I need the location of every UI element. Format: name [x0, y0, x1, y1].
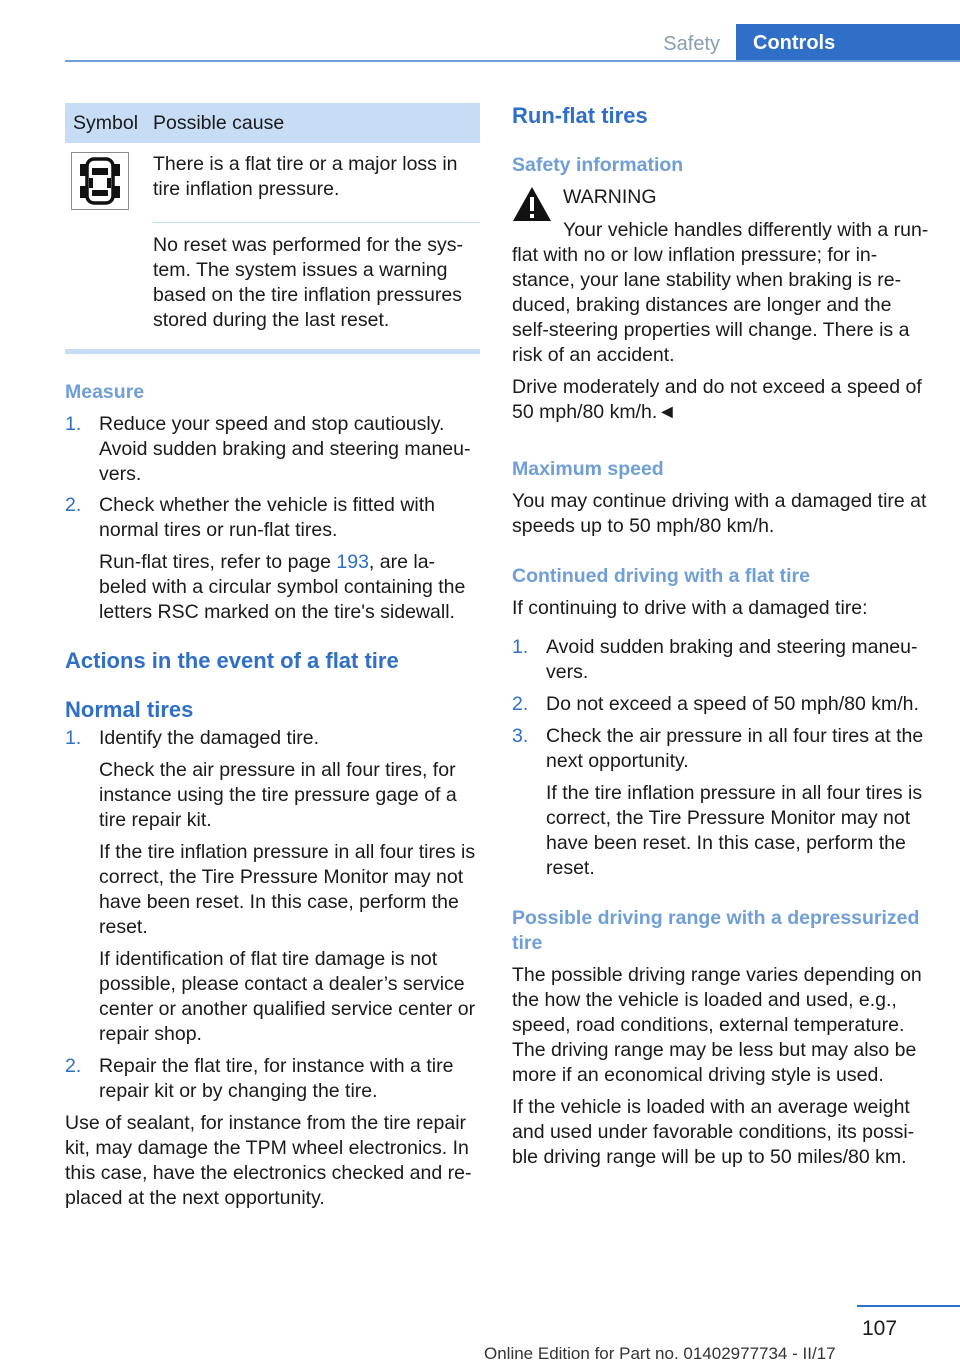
continued-intro: If continuing to drive with a damaged tire: [512, 597, 868, 619]
header-rule [65, 60, 960, 62]
continued-driving-heading: Continued driving with a flat tire [512, 565, 810, 587]
page-header [0, 24, 960, 62]
warning-block [512, 185, 930, 368]
step-text: Repair the flat tire, for instance with a tire repair kit or by changing the tire. [99, 1055, 454, 1102]
warning-label: WARNING [563, 186, 657, 208]
footer-rule [857, 1305, 960, 1307]
max-speed-heading: Maximum speed [512, 458, 664, 480]
page-number: 107 [862, 1317, 898, 1340]
run-flat-heading: Run-flat tires [512, 103, 648, 128]
flat-tire-heading: Actions in the event of a flat tire [65, 648, 399, 673]
left-column [65, 103, 480, 1211]
normal-tires-heading: Normal tires [65, 697, 194, 722]
step-subtext: If identification of flat tire damage is not possible, please contact a dealer’s service center or another qualified service center or repair shop. [99, 948, 476, 1045]
col-header-cause: Possible cause [153, 112, 285, 134]
tire-pressure-warning-icon [71, 152, 129, 210]
driving-range-text-2: If the vehicle is loaded with an average weight and used under favorable conditions, its possi-ble driving range will be up to 50 miles/80 km. [512, 1096, 915, 1168]
continued-list [512, 635, 930, 881]
step-number: 2. [512, 693, 529, 715]
step-subtext: If the tire inflation pressure in all four tires is correct, the Tire Pressure Monitor may not have been reset. In this case, perform the reset. [99, 841, 476, 938]
normal-tires-list [65, 726, 480, 1104]
table-footer-bar [65, 349, 480, 354]
cause-no-reset: No reset was performed for the sys-tem. The system issues a warning based on the tire inflation pressures stored during the last reset. [153, 234, 463, 331]
table-header [65, 103, 480, 143]
max-speed-text: You may continue driving with a damaged tire at speeds up to 50 mph/80 km/h. [512, 490, 927, 537]
step-text: Avoid sudden braking and steering maneu-vers. [546, 636, 918, 683]
subtext-after: , are la-beled with a circular symbol containing the letters RSC marked on the tire's sidewall. [99, 551, 466, 623]
step-text: Do not exceed a speed of 50 mph/80 km/h. [546, 693, 919, 715]
list-item [65, 1054, 480, 1104]
step-subtext: If the tire inflation pressure in all four tires is correct, the Tire Pressure Monitor may not have been reset. In this case, perform the reset. [546, 782, 923, 879]
edition-text: Online Edition for Part no. 01402977734 - II/17 [484, 1344, 836, 1362]
step-subtext: Check the air pressure in all four tires, for instance using the tire pressure gage of a tire repair kit. [99, 759, 457, 831]
step-number: 1. [512, 636, 529, 658]
step-text: Check the air pressure in all four tires at the next opportunity. [546, 725, 924, 772]
step-text: Identify the damaged tire. [99, 727, 320, 749]
table-body [65, 143, 480, 341]
list-item [512, 724, 930, 881]
subtext-before: Run-flat tires, refer to page [99, 551, 337, 573]
col-header-symbol: Symbol [73, 112, 139, 134]
step-text: Check whether the vehicle is fitted with normal tires or run-flat tires. [99, 494, 435, 541]
section-tab-safety[interactable]: Safety [663, 33, 720, 55]
step-number: 1. [65, 413, 82, 435]
warning-triangle-icon [512, 185, 552, 230]
step-subtext [99, 550, 480, 625]
list-item [512, 635, 930, 685]
safety-info-heading: Safety information [512, 154, 684, 176]
list-item [65, 726, 480, 1047]
drive-moderately-text: Drive moderately and do not exceed a speed of 50 mph/80 km/h.◄ [512, 376, 922, 423]
measure-list [65, 412, 480, 625]
list-item [512, 692, 930, 717]
warning-text: Your vehicle handles differently with a run-flat with no or low inflation pressure; for in-stance, your lane stability when braking is re-duced, braking distances are longer and the self-steering properties will change. There is a risk of an accident. [512, 219, 929, 366]
step-text: Reduce your speed and stop cautiously. Avoid sudden braking and steering maneu-vers. [99, 413, 471, 485]
step-number: 2. [65, 1055, 82, 1077]
sealant-paragraph: Use of sealant, for instance from the tire repair kit, may damage the TPM wheel electronics. In this case, have the electronics checked and re-placed at the next opportunity. [65, 1112, 472, 1209]
step-number: 1. [65, 727, 82, 749]
step-number: 2. [65, 494, 82, 516]
driving-range-text: The possible driving range varies depending on the how the vehicle is loaded and used, e.g., speed, road conditions, external temperature. The driving range may be less but may also be more if an economical driving style is used. [512, 964, 922, 1086]
driving-range-heading: Possible driving range with a depressurized tire [512, 907, 920, 954]
right-column [512, 103, 930, 1170]
list-item [65, 493, 480, 625]
cause-table [65, 103, 480, 354]
step-number: 3. [512, 725, 529, 747]
page-link[interactable]: 193 [336, 551, 369, 573]
cause-flat-tire: There is a flat tire or a major loss in tire inflation pressure. [153, 143, 480, 223]
chapter-tab-controls[interactable]: Controls [736, 24, 960, 62]
measure-heading: Measure [65, 381, 145, 403]
list-item [65, 412, 480, 487]
